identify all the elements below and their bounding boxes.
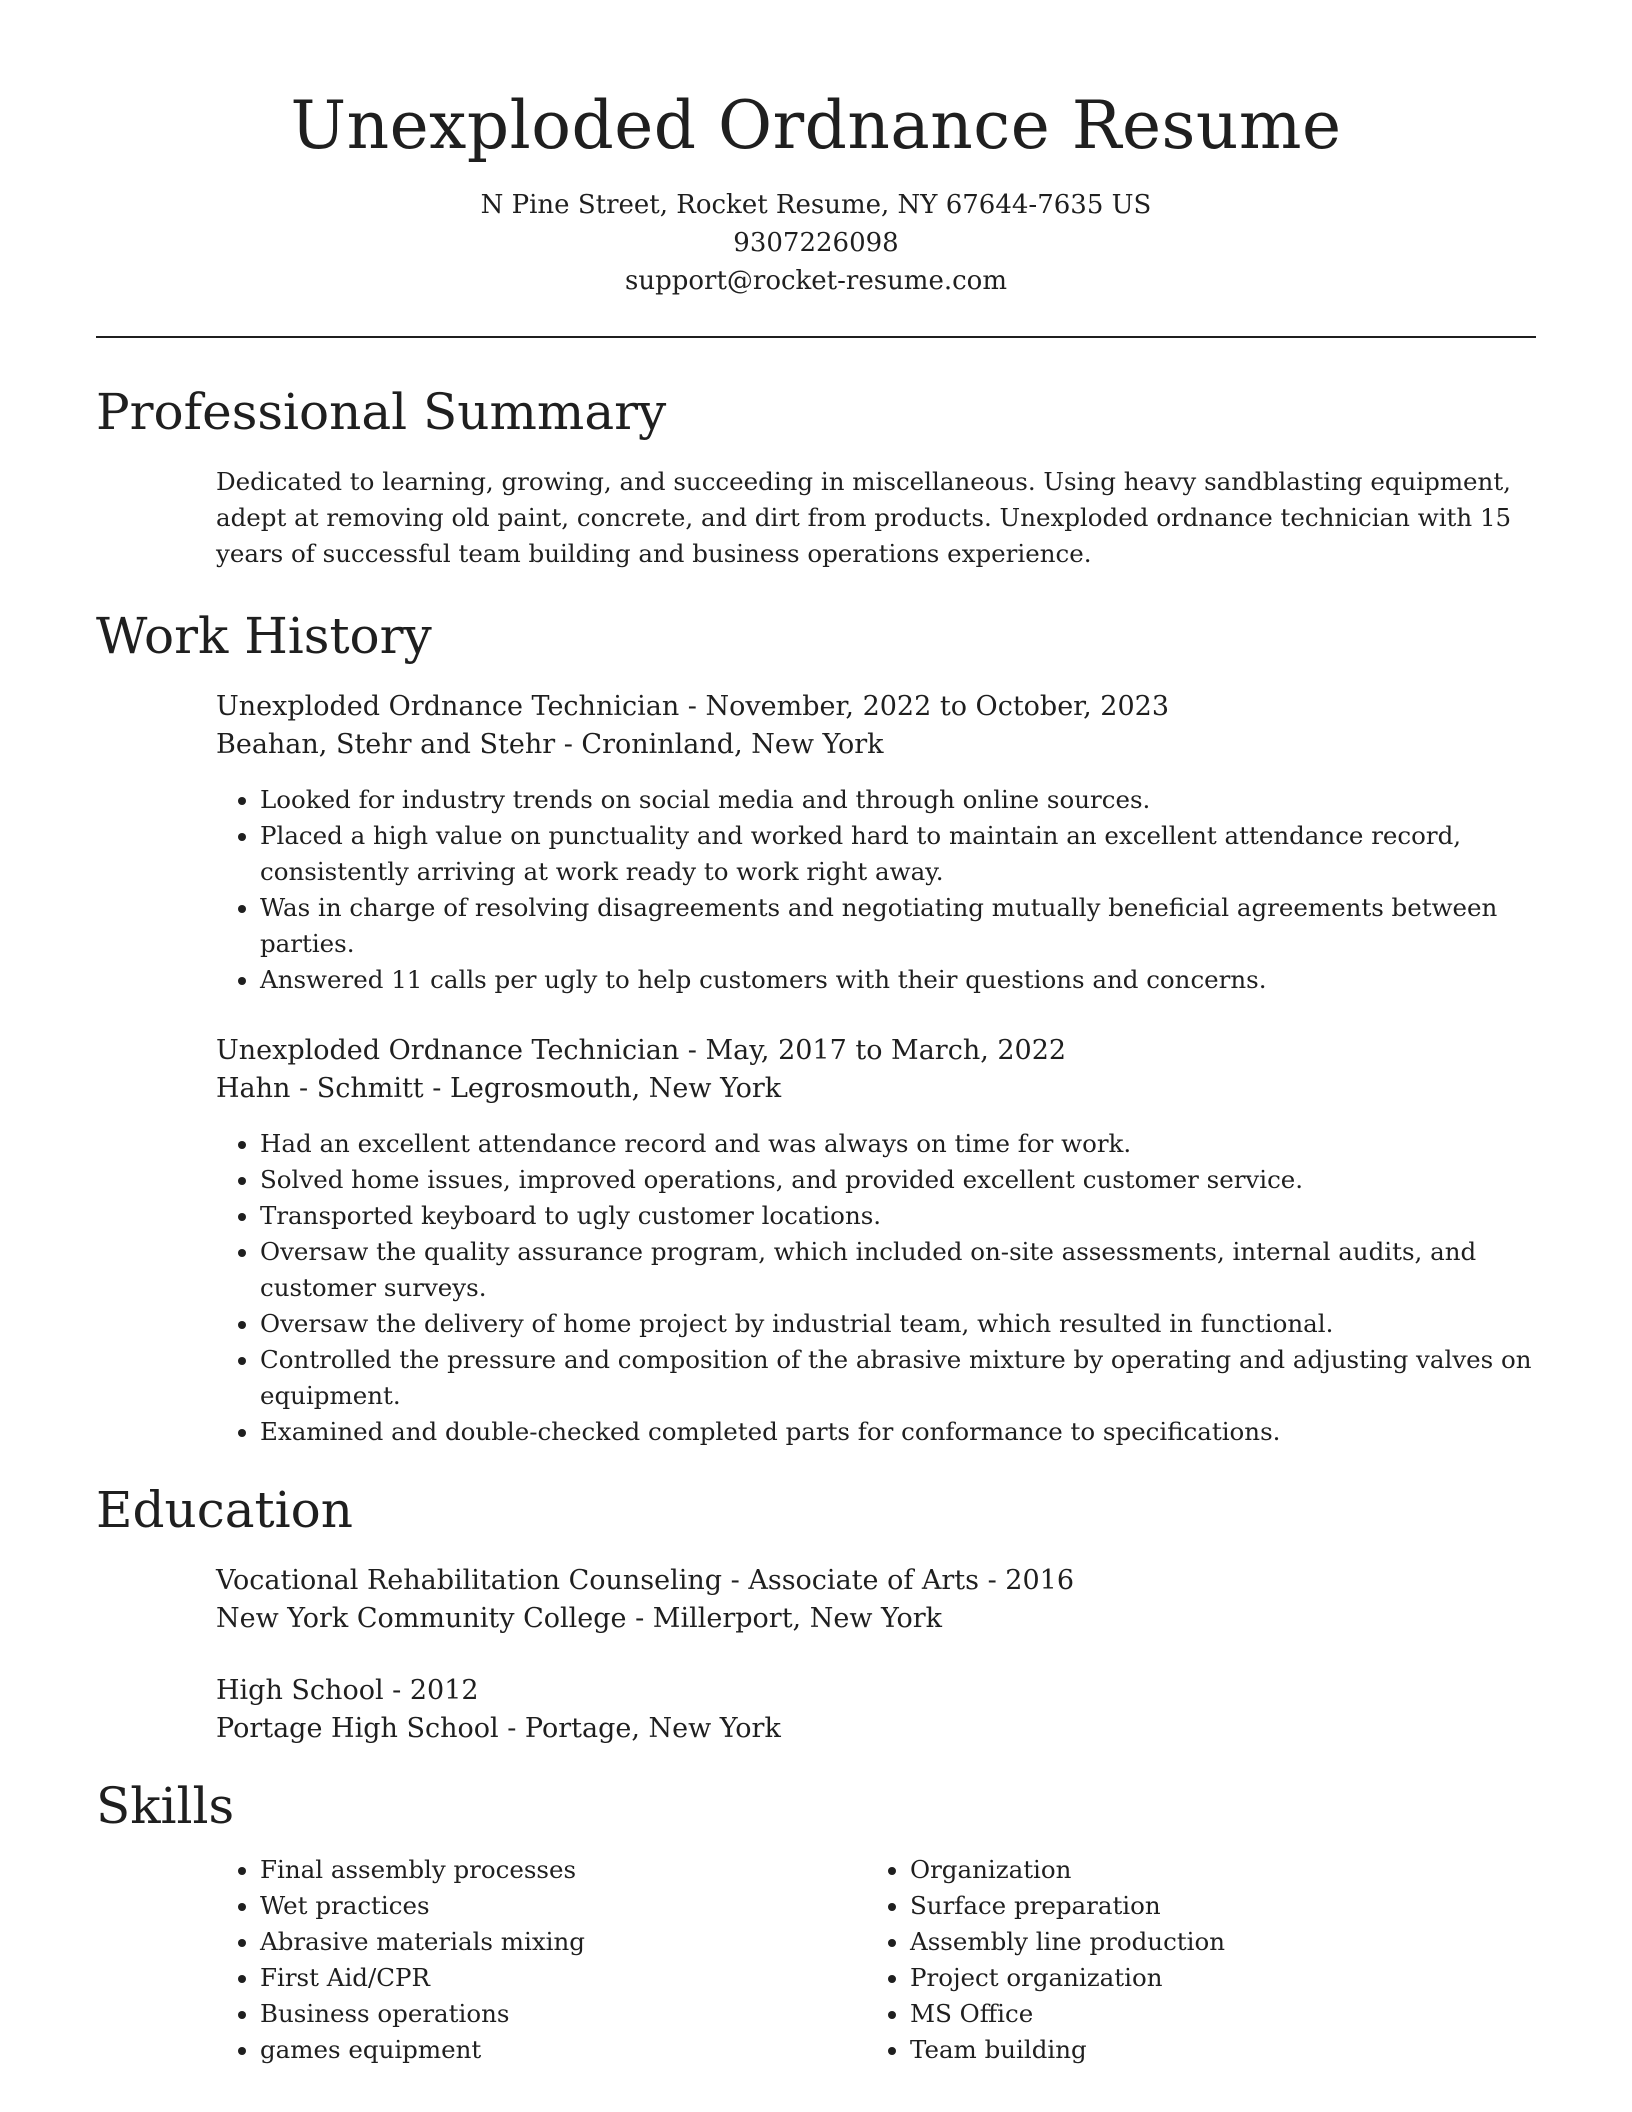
skill-item: • Abrasive materials mixing xyxy=(260,1924,866,1960)
education-school-line: Portage High School - Portage, New York xyxy=(216,1713,781,1744)
job-bullet: • Solved home issues, improved operations, and provided excellent customer service. xyxy=(260,1162,1536,1198)
job-title-line: Unexploded Ordnance Technician - May, 2017 to March, 2022 xyxy=(216,1035,1067,1066)
skills-right-column xyxy=(866,1852,1516,2068)
skill-item: • Assembly line production xyxy=(910,1924,1516,1960)
resume-page xyxy=(96,0,1536,2068)
education-degree-line: High School - 2012 xyxy=(216,1675,479,1706)
job-bullet: • Controlled the pressure and composition of the abrasive mixture by operating and adjusting valves on equipment. xyxy=(260,1342,1536,1414)
job-bullet: • Oversaw the quality assurance program, which included on-site assessments, internal audits, and customer surveys. xyxy=(260,1234,1536,1306)
skill-item: • Project organization xyxy=(910,1960,1516,1996)
contact-email: support@rocket-resume.com xyxy=(624,266,1007,296)
contact-block xyxy=(96,186,1536,300)
skill-item: • games equipment xyxy=(260,2032,866,2068)
contact-address: N Pine Street, Rocket Resume, NY 67644-7635 US xyxy=(480,190,1152,220)
summary-heading: Professional Summary xyxy=(96,383,667,441)
resume-header xyxy=(96,0,1536,300)
job-bullet: • Was in charge of resolving disagreements and negotiating mutually beneficial agreements between parties. xyxy=(260,890,1536,962)
job-company-line: Hahn - Schmitt - Legrosmouth, New York xyxy=(216,1073,782,1104)
job-bullet: • Answered 11 calls per ugly to help customers with their questions and concerns. xyxy=(260,962,1536,998)
job-bullet: • Had an excellent attendance record and was always on time for work. xyxy=(260,1126,1536,1162)
skill-item: • First Aid/CPR xyxy=(260,1960,866,1996)
job-entry xyxy=(216,1032,1536,1450)
job-bullet: • Examined and double-checked completed parts for conformance to specifications. xyxy=(260,1414,1536,1450)
education-degree-line: Vocational Rehabilitation Counseling - Associate of Arts - 2016 xyxy=(216,1565,1075,1596)
summary-text: Dedicated to learning, growing, and succeeding in miscellaneous. Using heavy sandblasting equipment, adept at removing old paint, concrete, and dirt from products. Unexploded ordnance technician with 15 years of successful team building and business operations experience. xyxy=(216,467,1512,568)
job-bullet: • Transported keyboard to ugly customer locations. xyxy=(260,1198,1536,1234)
header-divider xyxy=(96,336,1536,338)
job-bullets xyxy=(216,782,1536,998)
work-history-heading: Work History xyxy=(96,607,432,665)
education-entry xyxy=(216,1562,1536,1638)
skill-item: • Surface preparation xyxy=(910,1888,1516,1924)
education-entry xyxy=(216,1672,1536,1748)
skills-heading: Skills xyxy=(96,1777,235,1835)
job-company-line: Beahan, Stehr and Stehr - Croninland, New York xyxy=(216,729,884,760)
contact-phone: 9307226098 xyxy=(733,228,899,258)
education-heading: Education xyxy=(96,1481,353,1539)
skill-item: • MS Office xyxy=(910,1996,1516,2032)
job-bullet: • Oversaw the delivery of home project by industrial team, which resulted in functional. xyxy=(260,1306,1536,1342)
skill-item: • Business operations xyxy=(260,1996,866,2032)
skill-item: • Wet practices xyxy=(260,1888,866,1924)
skills-columns xyxy=(216,1852,1536,2068)
skill-item: • Team building xyxy=(910,2032,1516,2068)
resume-title: Unexploded Ordnance Resume xyxy=(290,87,1342,164)
job-bullet: • Placed a high value on punctuality and worked hard to maintain an excellent attendance record, consistently arriving at work ready to work right away. xyxy=(260,818,1536,890)
job-bullet: • Looked for industry trends on social media and through online sources. xyxy=(260,782,1536,818)
job-title-line: Unexploded Ordnance Technician - November, 2022 to October, 2023 xyxy=(216,691,1170,722)
job-bullets xyxy=(216,1126,1536,1450)
education-school-line: New York Community College - Millerport, New York xyxy=(216,1603,943,1634)
skill-item: • Final assembly processes xyxy=(260,1852,866,1888)
job-entry xyxy=(216,688,1536,998)
skills-left-column xyxy=(216,1852,866,2068)
skill-item: • Organization xyxy=(910,1852,1516,1888)
